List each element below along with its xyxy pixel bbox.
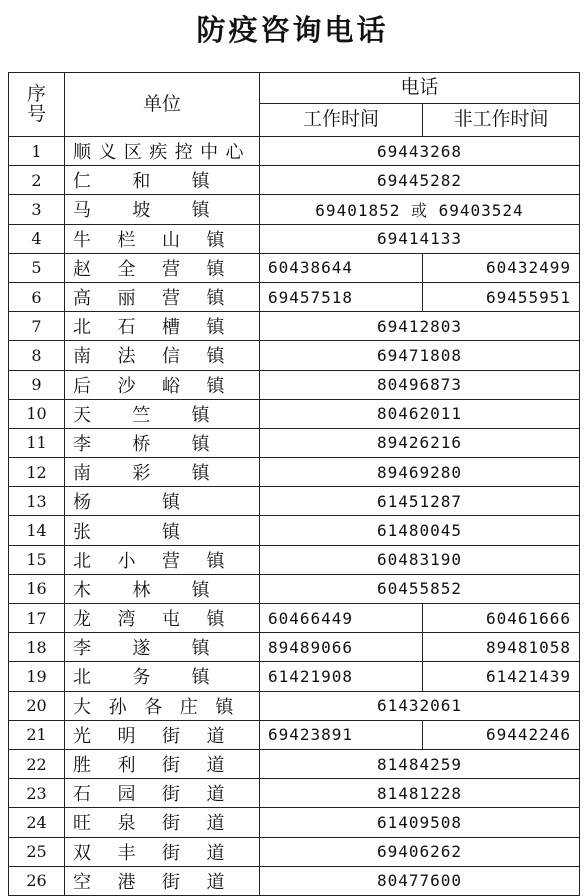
unit-char: 和: [132, 171, 151, 193]
off-time-phone: 69442246: [423, 720, 580, 749]
unit-name-text: [73, 780, 251, 806]
work-time-phone: 60466449: [260, 604, 423, 633]
unit-char: 镇: [191, 667, 210, 689]
unit-char: 后: [73, 375, 91, 397]
unit-char: 石: [73, 784, 91, 806]
unit-char: 疾: [149, 142, 168, 164]
contact-table: [8, 72, 580, 896]
unit-char: 镇: [215, 696, 234, 718]
unit-name-text: [73, 605, 251, 631]
unit-char: 港: [117, 871, 136, 893]
phone-number: 61451287: [260, 487, 580, 516]
unit-char: 桥: [132, 433, 151, 455]
table-row: [9, 808, 580, 837]
unit-name-text: [73, 693, 251, 719]
unit-name: [65, 253, 260, 282]
unit-name: [65, 399, 260, 428]
unit-char: 街: [162, 784, 180, 806]
unit-char: 竺: [132, 404, 151, 426]
table-row: [9, 253, 580, 282]
phone-number: 80462011: [260, 399, 580, 428]
unit-name-text: [73, 226, 251, 252]
unit-char: 镇: [191, 404, 210, 426]
unit-char: 赵: [73, 258, 91, 280]
unit-char: 仁: [73, 171, 91, 193]
unit-name: [65, 808, 260, 837]
unit-char: 林: [132, 579, 151, 601]
unit-name: [65, 195, 260, 224]
unit-char: 沙: [117, 375, 136, 397]
phone-number: 89469280: [260, 458, 580, 487]
phone-number: 60483190: [260, 545, 580, 574]
unit-char: 区: [123, 142, 142, 164]
unit-char: 营: [162, 258, 180, 280]
unit-char: 南: [73, 346, 91, 368]
unit-char: 槽: [162, 317, 180, 339]
unit-char: 双: [73, 842, 91, 864]
unit-name-text: [73, 255, 251, 281]
unit-name: [65, 370, 260, 399]
unit-char: 马: [73, 200, 91, 222]
row-number: 13: [9, 487, 65, 516]
table-row: [9, 604, 580, 633]
unit-char: 镇: [191, 463, 210, 485]
table-row: [9, 370, 580, 399]
table-row: [9, 574, 580, 603]
table-row: [9, 399, 580, 428]
unit-name-text: [73, 547, 251, 573]
unit-char: 李: [73, 638, 91, 660]
unit-char: 园: [117, 784, 136, 806]
unit-name: [65, 487, 260, 516]
unit-name: [65, 779, 260, 808]
phone-number: 69401852 或 69403524: [260, 195, 580, 224]
phone-header: 电话: [260, 73, 580, 104]
unit-char: 中: [200, 142, 219, 164]
unit-char: 小: [117, 550, 136, 572]
unit-header: 单位: [65, 73, 260, 137]
row-number: 5: [9, 253, 65, 282]
table-row: [9, 633, 580, 662]
unit-char: 北: [73, 317, 91, 339]
row-number: 18: [9, 633, 65, 662]
row-number: 1: [9, 137, 65, 166]
unit-char: 湾: [117, 609, 136, 631]
unit-name: [65, 545, 260, 574]
unit-char: 镇: [206, 550, 225, 572]
unit-char: 山: [162, 229, 180, 251]
unit-char: 控: [174, 142, 193, 164]
unit-char: 街: [162, 813, 180, 835]
unit-char: 天: [73, 404, 91, 426]
unit-name-text: [73, 751, 251, 777]
off-time-header: 非工作时间: [423, 104, 580, 137]
unit-char: 丽: [117, 288, 136, 310]
unit-char: 峪: [162, 375, 180, 397]
row-number: 8: [9, 341, 65, 370]
unit-char: 镇: [206, 317, 225, 339]
row-number: 15: [9, 545, 65, 574]
unit-name-text: [73, 663, 251, 689]
table-row: [9, 662, 580, 691]
row-number: 9: [9, 370, 65, 399]
unit-char: 道: [206, 813, 225, 835]
table-body: [9, 137, 580, 896]
unit-name-text: [73, 488, 251, 514]
row-number: 24: [9, 808, 65, 837]
row-number: 25: [9, 837, 65, 866]
unit-name-text: [73, 518, 251, 544]
work-time-header: 工作时间: [260, 104, 423, 137]
unit-char: 空: [73, 871, 91, 893]
unit-char: 街: [162, 755, 180, 777]
unit-name: [65, 749, 260, 778]
unit-char: 镇: [191, 200, 210, 222]
row-number: 2: [9, 166, 65, 195]
off-time-phone: 89481058: [423, 633, 580, 662]
unit-name-text: [73, 372, 251, 398]
unit-name-text: [73, 576, 251, 602]
unit-char: 街: [162, 725, 180, 747]
unit-char: 道: [206, 725, 225, 747]
row-number: 10: [9, 399, 65, 428]
unit-name: [65, 166, 260, 195]
phone-number: 69414133: [260, 224, 580, 253]
unit-char: 心: [225, 142, 244, 164]
seq-header: 序号: [9, 73, 65, 137]
unit-char: 顺: [73, 142, 91, 164]
row-number: 20: [9, 691, 65, 720]
unit-char: 张: [73, 521, 91, 543]
table-row: [9, 691, 580, 720]
unit-char: 李: [73, 433, 91, 455]
unit-char: 道: [206, 755, 225, 777]
unit-char: 栏: [117, 229, 136, 251]
table-row: [9, 749, 580, 778]
phone-number: 69471808: [260, 341, 580, 370]
row-number: 16: [9, 574, 65, 603]
unit-char: 镇: [206, 609, 225, 631]
unit-name: [65, 312, 260, 341]
phone-number: 81484259: [260, 749, 580, 778]
off-time-phone: 60461666: [423, 604, 580, 633]
off-time-phone: 61421439: [423, 662, 580, 691]
row-number: 3: [9, 195, 65, 224]
row-number: 26: [9, 866, 65, 895]
unit-char: 街: [162, 871, 180, 893]
work-time-phone: 69457518: [260, 282, 423, 311]
table-row: [9, 341, 580, 370]
unit-name: [65, 428, 260, 457]
unit-char: 利: [117, 755, 136, 777]
phone-number: 89426216: [260, 428, 580, 457]
unit-name-text: [73, 430, 251, 456]
table-row: [9, 282, 580, 311]
unit-char: 镇: [206, 258, 225, 280]
unit-char: 龙: [73, 609, 91, 631]
table-row: [9, 545, 580, 574]
unit-name-text: [73, 342, 251, 368]
work-time-phone: 61421908: [260, 662, 423, 691]
unit-name-text: [73, 722, 251, 748]
unit-char: 遂: [132, 638, 151, 660]
unit-char: 旺: [73, 813, 91, 835]
unit-char: 法: [117, 346, 136, 368]
unit-char: 泉: [117, 813, 136, 835]
phone-number: 80477600: [260, 866, 580, 895]
unit-name-text: [73, 138, 251, 164]
unit-char: 屯: [162, 609, 180, 631]
unit-name: [65, 341, 260, 370]
unit-char: 镇: [191, 433, 210, 455]
unit-name: [65, 866, 260, 895]
row-number: 4: [9, 224, 65, 253]
phone-number: 69406262: [260, 837, 580, 866]
unit-name: [65, 604, 260, 633]
unit-char: 丰: [117, 842, 136, 864]
unit-name-text: [73, 868, 251, 894]
unit-char: 全: [117, 258, 136, 280]
unit-char: 牛: [73, 229, 91, 251]
phone-number: 80496873: [260, 370, 580, 399]
unit-char: 镇: [206, 346, 225, 368]
table-row: [9, 137, 580, 166]
unit-name: [65, 837, 260, 866]
unit-char: 坡: [132, 200, 151, 222]
phone-number: 61409508: [260, 808, 580, 837]
unit-char: 明: [117, 725, 136, 747]
unit-name-text: [73, 459, 251, 485]
unit-char: 镇: [191, 171, 210, 193]
unit-char: 镇: [191, 579, 210, 601]
unit-name: [65, 662, 260, 691]
table-row: [9, 779, 580, 808]
row-number: 14: [9, 516, 65, 545]
work-time-phone: 69423891: [260, 720, 423, 749]
unit-name: [65, 224, 260, 253]
table-row: [9, 224, 580, 253]
unit-char: 彩: [132, 463, 151, 485]
phone-number: 69445282: [260, 166, 580, 195]
table-row: [9, 720, 580, 749]
off-time-phone: 60432499: [423, 253, 580, 282]
unit-char: 石: [117, 317, 136, 339]
phone-number: 69412803: [260, 312, 580, 341]
unit-char: 北: [73, 667, 91, 689]
unit-name-text: [73, 196, 251, 222]
table-row: [9, 837, 580, 866]
unit-char: 道: [206, 871, 225, 893]
table-row: [9, 428, 580, 457]
phone-number: 60455852: [260, 574, 580, 603]
unit-char: 各: [144, 696, 163, 718]
unit-name: [65, 137, 260, 166]
table-row: [9, 487, 580, 516]
unit-char: 务: [132, 667, 151, 689]
unit-char: 胜: [73, 755, 91, 777]
table-row: [9, 458, 580, 487]
unit-name-text: [73, 401, 251, 427]
row-number: 17: [9, 604, 65, 633]
unit-char: 木: [73, 579, 91, 601]
unit-char: 镇: [162, 492, 180, 514]
page-title: 防疫咨询电话: [196, 13, 389, 47]
unit-name: [65, 458, 260, 487]
unit-char: 杨: [73, 492, 91, 514]
row-number: 23: [9, 779, 65, 808]
unit-char: 义: [98, 142, 117, 164]
table-row: [9, 516, 580, 545]
work-time-phone: 60438644: [260, 253, 423, 282]
work-time-phone: 89489066: [260, 633, 423, 662]
unit-char: 镇: [206, 375, 225, 397]
phone-number: 61480045: [260, 516, 580, 545]
unit-name: [65, 574, 260, 603]
unit-char: 营: [162, 288, 180, 310]
phone-number: 61432061: [260, 691, 580, 720]
unit-char: 南: [73, 463, 91, 485]
unit-char: 高: [73, 288, 91, 310]
unit-name: [65, 633, 260, 662]
row-number: 11: [9, 428, 65, 457]
unit-name-text: [73, 809, 251, 835]
unit-name-text: [73, 284, 251, 310]
unit-char: 道: [206, 842, 225, 864]
unit-name: [65, 516, 260, 545]
unit-name: [65, 720, 260, 749]
unit-char: 镇: [162, 521, 180, 543]
row-number: 19: [9, 662, 65, 691]
row-number: 21: [9, 720, 65, 749]
unit-name: [65, 691, 260, 720]
unit-name-text: [73, 313, 251, 339]
table-row: [9, 866, 580, 895]
unit-char: 镇: [206, 229, 225, 251]
unit-char: 北: [73, 550, 91, 572]
unit-char: 街: [162, 842, 180, 864]
row-number: 22: [9, 749, 65, 778]
row-number: 7: [9, 312, 65, 341]
unit-char: 营: [162, 550, 180, 572]
table-row: [9, 195, 580, 224]
unit-char: 镇: [191, 638, 210, 660]
unit-name: [65, 282, 260, 311]
unit-char: 孙: [108, 696, 127, 718]
table-row: [9, 312, 580, 341]
unit-char: 庄: [179, 696, 198, 718]
unit-name-text: [73, 167, 251, 193]
off-time-phone: 69455951: [423, 282, 580, 311]
row-number: 6: [9, 282, 65, 311]
unit-char: 光: [73, 725, 91, 747]
unit-char: 大: [73, 696, 91, 718]
unit-name-text: [73, 839, 251, 865]
unit-char: 信: [162, 346, 180, 368]
phone-number: 81481228: [260, 779, 580, 808]
phone-number: 69443268: [260, 137, 580, 166]
unit-char: 镇: [206, 288, 225, 310]
unit-name-text: [73, 634, 251, 660]
table-row: [9, 166, 580, 195]
unit-char: 道: [206, 784, 225, 806]
row-number: 12: [9, 458, 65, 487]
